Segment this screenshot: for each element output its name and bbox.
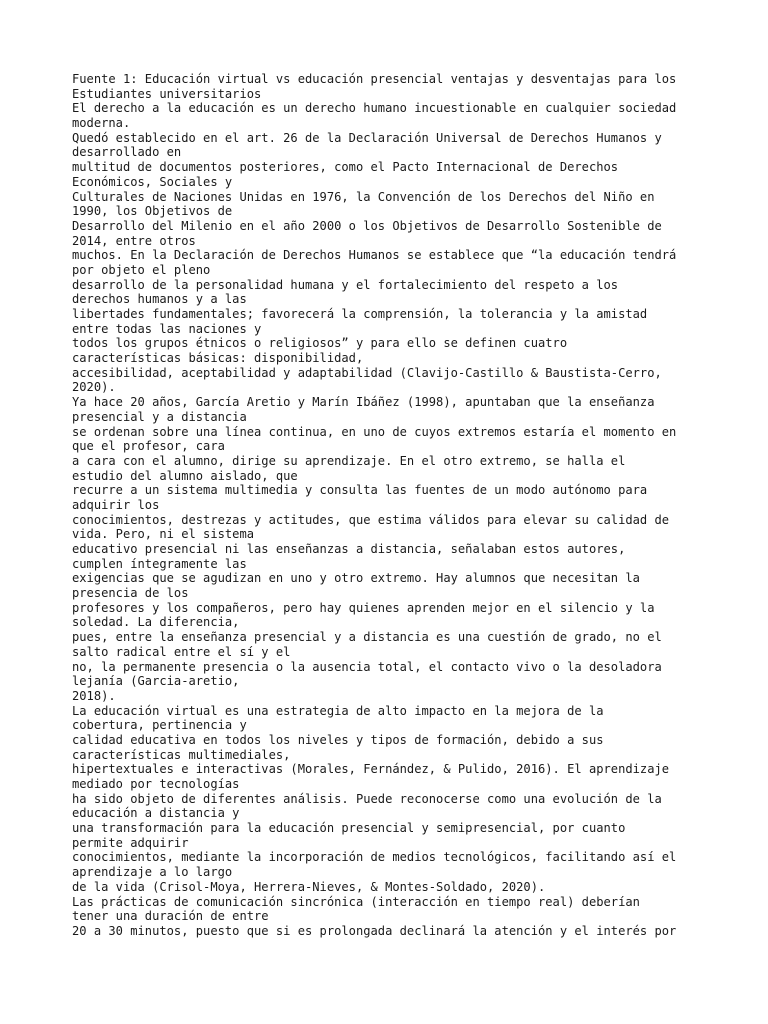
text-line: 20 a 30 minutos, puesto que si es prolongada declinará la atención y el interés por <box>72 923 677 938</box>
text-line: pues, entre la enseñanza presencial y a distancia es una cuestión de grado, no el <box>72 630 662 645</box>
text-line: características multimediales, <box>72 747 291 762</box>
text-line: profesores y los compañeros, pero hay quienes aprenden mejor en el silencio y la <box>72 600 655 615</box>
text-line: educativo presencial ni las enseñanzas a distancia, señalaban estos autores, <box>72 542 626 556</box>
text-line: conocimientos, destrezas y actitudes, que estima válidos para elevar su calidad de <box>72 512 670 527</box>
text-line: calidad educativa en todos los niveles y tipos de formación, debido a sus <box>72 732 604 747</box>
text-line: Ya hace 20 años, García Aretio y Marín Ibáñez (1998), apuntaban que la enseñanza <box>72 395 655 410</box>
text-line: se ordenan sobre una línea continua, en uno de cuyos extremos estaría el momento en <box>72 424 677 439</box>
text-line: Fuente 1: Educación virtual vs educación presencial ventajas y desventajas para los <box>72 72 677 86</box>
text-line: presencial y a distancia <box>72 409 247 424</box>
text-line: desarrollo de la personalidad humana y el fortalecimiento del respeto a los <box>72 277 619 292</box>
text-line: por objeto el pleno <box>72 262 211 277</box>
text-line: soledad. La diferencia, <box>72 615 240 630</box>
text-line: educación a distancia y <box>72 806 240 821</box>
text-line: entre todas las naciones y <box>72 321 262 336</box>
text-line: características básicas: disponibilidad, <box>72 351 364 366</box>
text-line: 2018). <box>72 688 116 703</box>
text-line: mediado por tecnologías <box>72 777 240 791</box>
text-line: accesibilidad, aceptabilidad y adaptabilidad (Clavijo-Castillo & Baustista-Cerro, <box>72 365 662 380</box>
text-line: conocimientos, mediante la incorporación de medios tecnológicos, facilitando así el <box>72 850 677 865</box>
text-line: hipertextuales e interactivas (Morales, Fernández, & Pulido, 2016). El aprendizaje <box>72 762 670 777</box>
text-line: 2020). <box>72 380 116 395</box>
text-line: recurre a un sistema multimedia y consulta las fuentes de un modo autónomo para <box>72 483 648 498</box>
text-line: La educación virtual es una estrategia de alto impacto en la mejora de la <box>72 703 604 718</box>
text-line: una transformación para la educación presencial y semipresencial, por cuanto <box>72 821 626 836</box>
text-line: Desarrollo del Milenio en el año 2000 o los Objetivos de Desarrollo Sostenible de <box>72 218 662 233</box>
text-line: Las prácticas de comunicación sincrónica (interacción en tiempo real) deberían <box>72 894 640 909</box>
text-line: cumplen íntegramente las <box>72 556 247 571</box>
text-line: exigencias que se agudizan en uno y otro extremo. Hay alumnos que necesitan la <box>72 571 640 586</box>
text-line: todos los grupos étnicos o religiosos” y para ello se definen cuatro <box>72 336 568 351</box>
text-line: derechos humanos y a las <box>72 292 247 307</box>
text-line: permite adquirir <box>72 835 189 850</box>
text-line: a cara con el alumno, dirige su aprendizaje. En el otro extremo, se halla el <box>72 453 626 468</box>
text-line: cobertura, pertinencia y <box>72 718 247 733</box>
text-line: moderna. <box>72 116 131 131</box>
text-line: desarrollado en <box>72 145 182 160</box>
text-line: 2014, entre otros <box>72 233 196 248</box>
text-line: no, la permanente presencia o la ausencia total, el contacto vivo o la desoladora <box>72 659 662 674</box>
text-line: Quedó establecido en el art. 26 de la Declaración Universal de Derechos Humanos y <box>72 130 662 145</box>
text-line: muchos. En la Declaración de Derechos Humanos se establece que “la educación tendrá <box>72 248 677 263</box>
text-line: libertades fundamentales; favorecerá la comprensión, la tolerancia y la amistad <box>72 307 648 321</box>
text-line: El derecho a la educación es un derecho humano incuestionable en cualquier sociedad <box>72 101 677 116</box>
text-line: multitud de documentos posteriores, como el Pacto Internacional de Derechos <box>72 160 619 175</box>
text-line: de la vida (Crisol-Moya, Herrera-Nieves, & Montes-Soldado, 2020). <box>72 879 546 894</box>
document-body <box>72 72 722 939</box>
text-line: salto radical entre el sí y el <box>72 644 291 659</box>
text-line: vida. Pero, ni el sistema <box>72 527 255 542</box>
text-line: 1990, los Objetivos de <box>72 204 233 219</box>
text-line: Estudiantes universitarios <box>72 86 262 101</box>
text-line: Culturales de Naciones Unidas en 1976, la Convención de los Derechos del Niño en <box>72 189 655 204</box>
text-line: ha sido objeto de diferentes análisis. Puede reconocerse como una evolución de la <box>72 791 662 806</box>
text-line: estudio del alumno aislado, que <box>72 468 298 483</box>
text-line: aprendizaje a lo largo <box>72 865 233 880</box>
text-line: lejanía (Garcia-aretio, <box>72 674 240 689</box>
text-line: Económicos, Sociales y <box>72 174 233 189</box>
text-line: tener una duración de entre <box>72 909 269 924</box>
text-line: presencia de los <box>72 586 189 601</box>
text-line: adquirir los <box>72 497 160 512</box>
text-line: que el profesor, cara <box>72 439 225 454</box>
